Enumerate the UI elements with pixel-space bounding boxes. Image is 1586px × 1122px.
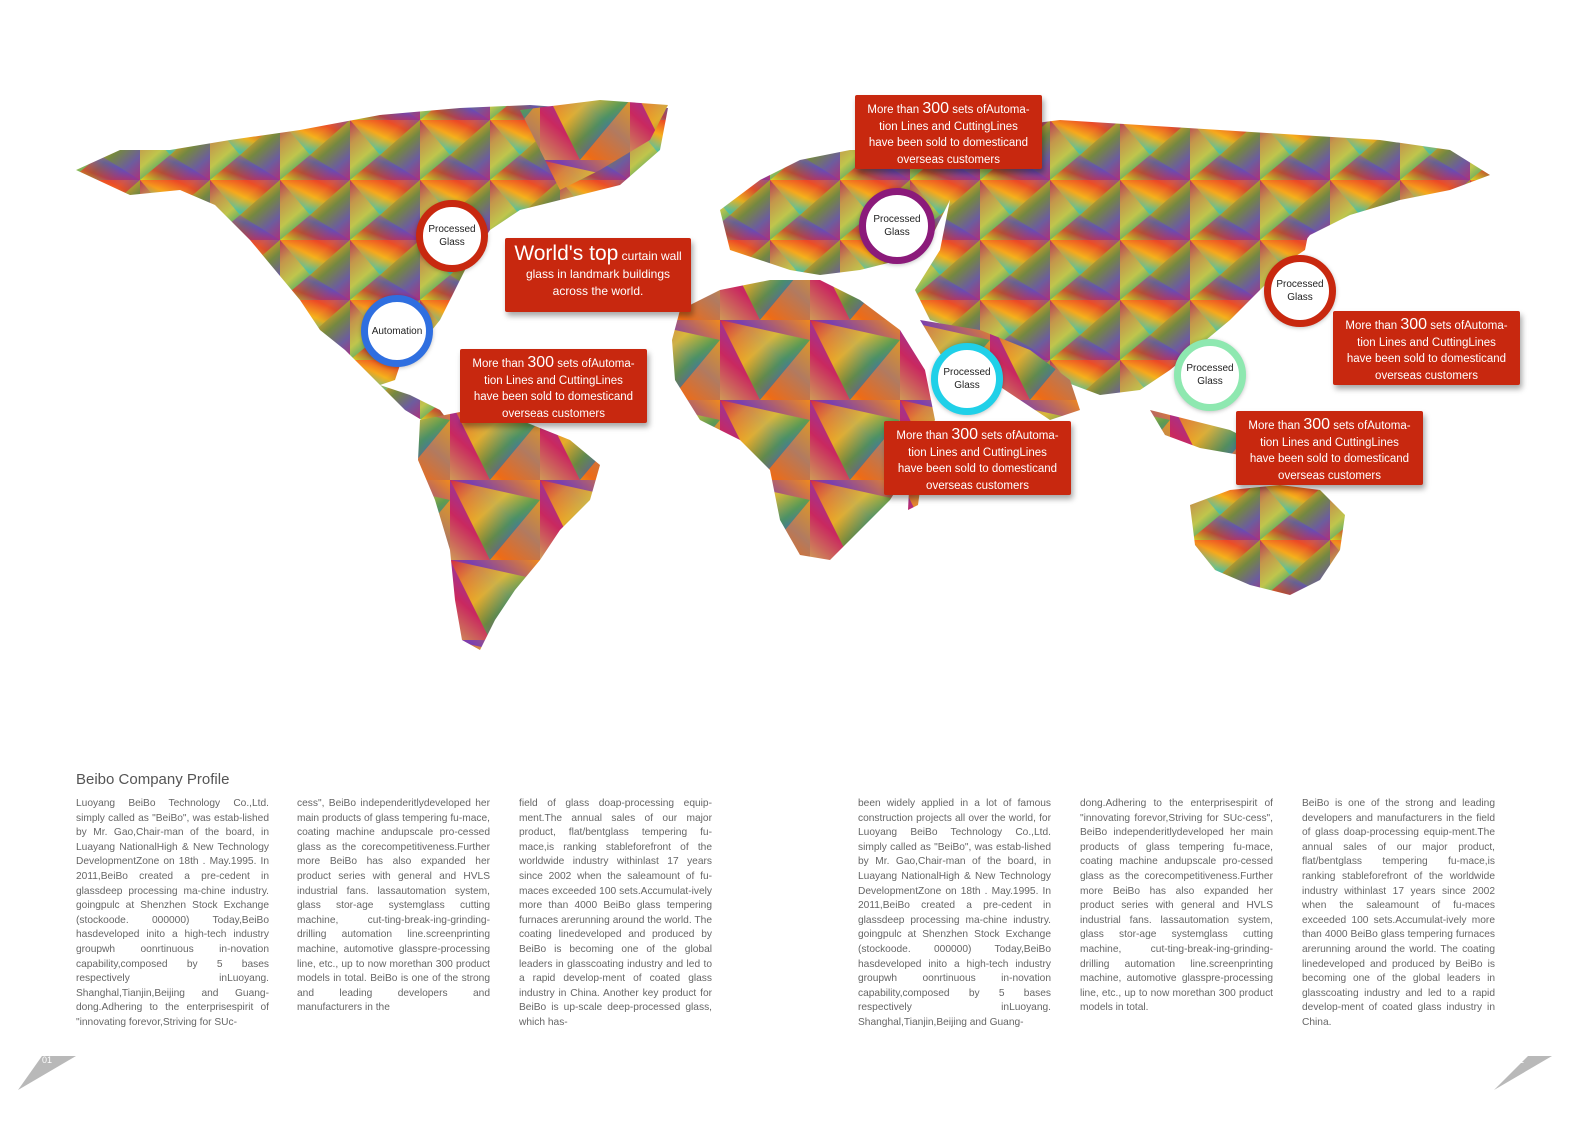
processed-glass-badge-middle-east: Processed Glass (931, 343, 1003, 415)
sales-callout-europe: More than 300 sets ofAutoma- tion Lines and CuttingLines have been sold to domesticand overseas customers (855, 95, 1042, 169)
sales-callout-north-america: More than 300 sets ofAutoma- tion Lines and CuttingLines have been sold to domesticand overseas customers (460, 349, 647, 423)
page-number-left: 01 (42, 1055, 53, 1065)
continent-australia (1190, 485, 1345, 595)
profile-column-1: Luoyang BeiBo Technology Co.,Ltd. simply called as "BeiBo", was estab-lished by Mr. Gao,Chair-man of the board, in Luayang NationalHigh & New Technology DevelopmentZone on 18th . May.1995. In 2011,BeiBo created a pre-cedent in glassdeep processing ma-chine industry. goingpulc at Shenzhen Stock Exchange (stockoode. 000000) Today,BeiBo hasdeveloped inito a high-tech industry groupwh oonrtinuous in-novation capability,composed by 5 bases respectively inLuoyang. Shanghal,Tianjin,Beijing and Guang-dong.Adhering to the enterprisespirit of "innovating forevor,Striving for SUc- (76, 798, 269, 1028)
profile-column-6: BeiBo is one of the strong and leading developers and manufacturers in the field of glass doap-processing equip-ment.The annual sales of our major product, flat/bentglass tempering fu-mace,is ranking stableforefront of the worldwide industry withinlast 17 years since 2002 when the saleamount of fu-maces exceeded 100 sets.Accumulat-ively more than 4000 BeiBo glass tempering furnaces arerunning around the world. The coating linedeveloped and produced by BeiBo is becoming one of the global leaders in glasscoating industry and led to a rapid develop-ment of coated glass industry in China. (1302, 798, 1495, 1028)
processed-glass-badge-east-asia: Processed Glass (1264, 255, 1336, 327)
processed-glass-badge-north-america: Processed Glass (416, 200, 488, 272)
profile-column-3: field of glass doap-processing equip-ment.The annual sales of our major product, flat/bentglass tempering fu-mace,is ranking stableforefront of the worldwide industry withinlast 17 years since 2002 when the saleamount of fu-maces exceeded 100 sets.Accumulat-ively more than 4000 BeiBo glass tempering furnaces arerunning around the world. The coating linedeveloped and produced by BeiBo is becoming one of the global leaders in glasscoating industry and led to a rapid develop-ment of coated glass industry in China. Another key product for BeiBo is up-scale deep-processed glass, which has- (519, 798, 712, 1028)
profile-column-5: dong.Adhering to the enterprisespirit of "innovating forevor,Striving for SUc-cess", BeiBo independeritlydeveloped her main products of glass tempering fu-mace, coating machine andupscale pro-cessed glass as the corecompetitiveness.Further more BeiBo has also expanded her product series with general and HVLS industrial fans. lassautomation system, glass stor-age systemglass cutting machine, cut-ting-break-ing-grinding-drilling automation line.screenprinting machine, automotive glasspre-processing line, etc., up to now morethan 300 product models in total. (1080, 798, 1273, 1014)
profile-column-2: cess", BeiBo independeritlydeveloped her main products of glass tempering fu-mace, coating machine andupscale pro-cessed glass as the corecompetitiveness.Further more BeiBo has also expanded her product series with general and HVLS industrial fans. lassautomation system, glass stor-age systemglass cutting machine, cut-ting-break-ing-grinding-drilling automation line.screenprinting machine, automotive glasspre-processing line, etc., up to now morethan 300 product models in total. BeiBo is one of the strong and leading developers and manufacturers in the (297, 798, 490, 1014)
sales-callout-africa: More than 300 sets ofAutoma- tion Lines and CuttingLines have been sold to domesticand overseas customers (884, 421, 1071, 495)
continent-south-america (418, 410, 600, 650)
page-number-right: 02 (1514, 1055, 1525, 1065)
headline-callout: World's top curtain wall glass in landmark buildings across the world. (505, 238, 691, 312)
profile-title: Beibo Company Profile (76, 771, 230, 788)
continent-africa (672, 280, 935, 560)
sales-callout-southeast-asia: More than 300 sets ofAutoma- tion Lines and CuttingLines have been sold to domesticand overseas customers (1236, 411, 1423, 485)
sales-callout-east-asia: More than 300 sets ofAutoma- tion Lines and CuttingLines have been sold to domesticand overseas customers (1333, 311, 1520, 385)
processed-glass-badge-europe: Processed Glass (859, 188, 935, 264)
processed-glass-badge-southeast-asia: Processed Glass (1174, 339, 1246, 411)
automation-badge: Automation (361, 295, 433, 367)
profile-column-4: been widely applied in a lot of famous construction projects all over the world, for Luoyang BeiBo Technology Co.,Ltd. simply called as "BeiBo", was estab-lished by Mr. Gao,Chair-man of the board, in Luayang NationalHigh & New Technology DevelopmentZone on 18th . May.1995. In 2011,BeiBo created a pre-cedent in glassdeep processing ma-chine industry. goingpulc at Shenzhen Stock Exchange (stockoode. 000000) Today,BeiBo hasdeveloped inito a high-tech industry groupwh oonrtinuous in-novation capability,composed by 5 bases respectively inLuoyang. Shanghal,Tianjin,Beijing and Guang- (858, 798, 1051, 1028)
